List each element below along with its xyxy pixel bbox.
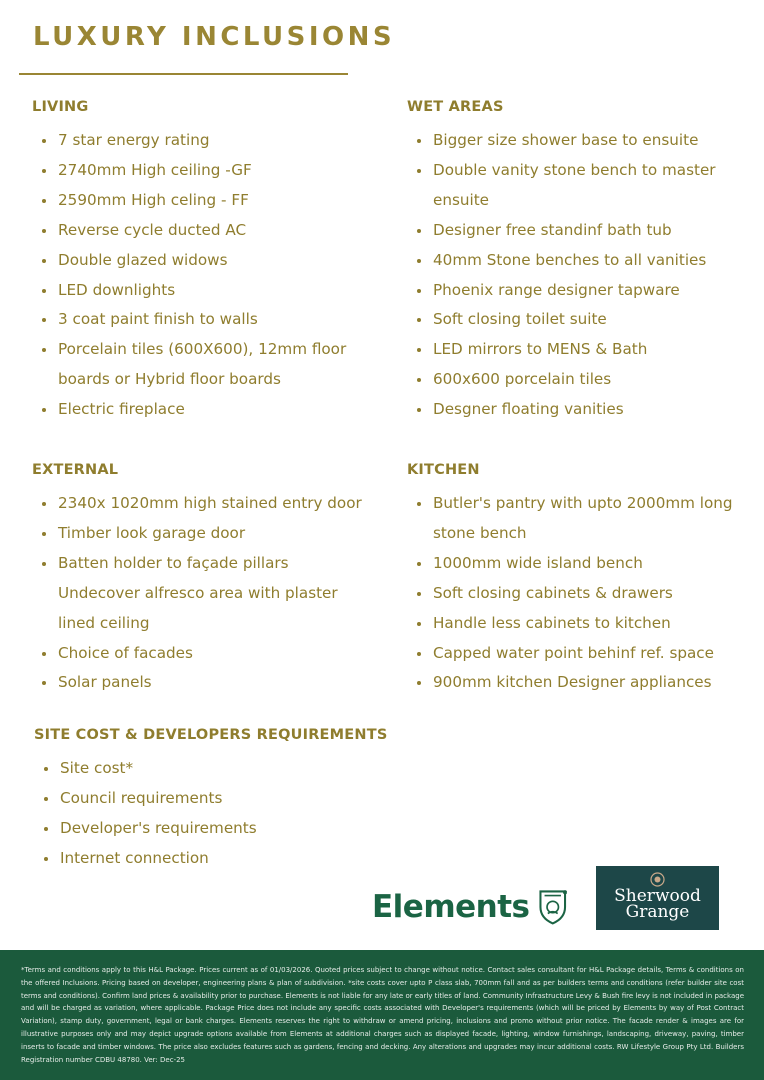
page-title: LUXURY INCLUSIONS — [33, 22, 396, 52]
list-item: Solar panels — [32, 668, 377, 698]
title-divider — [19, 73, 348, 75]
footer-disclaimer: *Terms and conditions apply to this H&L Package. Prices current as of 01/03/2026. Quoted prices subject to change without notice. Contact sales consultant for H&L Package details, Terms & conditions on the offered Inclusions. Pricing based on developer, engineering plans & plan of subdivision. *site costs cover upto P class slab, 700mm fall and as per builders terms and conditions (refer builder site cost terms and conditions). Confirm land prices & availability prior to purchase. Elements is not liable for any late or early titles of land. Community Infrastructure Levy & Bush fire levy is not included in package and will be charged as variation, where applicable. Package Price does not include any specific costs associated with Developer's requirements (which will be priced by Elements by way of Post Contract Variation), stamp duty, government, legal or bank charges. Elements reserves the right to withdraw or amend pricing, inclusions and promo without prior notice. The facade render & images are for illustrative purposes only and may depict upgrade options available from Elements at additional charges such as displayed facade, lighting, window furnishings, landscaping, driveway, paving, timber inserts to facade and timber windows. The price also excludes features such as gardens, fencing and decking. Any alterations and upgrades may incur additional costs. RW Lifestyle Group Pty Ltd. Builders Registration number CDBU 48780. Ver: Dec-25 — [21, 966, 744, 1064]
list-item: Capped water point behinf ref. space — [407, 639, 747, 669]
list-item: Porcelain tiles (600X600), 12mm floor boards or Hybrid floor boards — [32, 335, 372, 395]
section-kitchen — [407, 459, 747, 698]
list-item: Reverse cycle ducted AC — [32, 216, 372, 246]
list-item: 7 star energy rating — [32, 126, 372, 156]
list-item: 2340x 1020mm high stained entry door — [32, 489, 377, 519]
list-item: LED mirrors to MENS & Bath — [407, 335, 747, 365]
list-item: Council requirements — [34, 784, 394, 814]
sherwood-wordmark-line1: Sherwood — [614, 886, 701, 906]
list-item: Desgner floating vanities — [407, 395, 747, 425]
list-item: Choice of facades — [32, 639, 377, 669]
list-item: Designer free standinf bath tub — [407, 216, 747, 246]
list-item: Soft closing cabinets & drawers — [407, 579, 747, 609]
section-living — [32, 96, 372, 425]
list-item: LED downlights — [32, 276, 372, 306]
list-item: Butler's pantry with upto 2000mm long stone bench — [407, 489, 747, 549]
list-item: Undecover alfresco area with plaster lined ceiling — [58, 583, 338, 632]
list-item: Double glazed widows — [32, 246, 372, 276]
section-heading-site-cost: SITE COST & DEVELOPERS REQUIREMENTS — [34, 727, 388, 743]
site-cost-list — [34, 754, 394, 874]
sherwood-wordmark-line2: Grange — [625, 902, 690, 922]
list-item: 2740mm High ceiling -GF — [32, 156, 372, 186]
section-heading-external: EXTERNAL — [32, 462, 119, 478]
section-heading-wet-areas: WET AREAS — [407, 99, 504, 115]
list-item: Bigger size shower base to ensuite — [407, 126, 747, 156]
list-item: Phoenix range designer tapware — [407, 276, 747, 306]
section-external — [32, 459, 377, 698]
section-wet-areas — [407, 96, 747, 425]
list-item: 2590mm High celing - FF — [32, 186, 372, 216]
footer — [0, 950, 764, 1080]
list-item: Electric fireplace — [32, 395, 372, 425]
list-item: Site cost* — [34, 754, 394, 784]
sherwood-emblem-icon — [650, 872, 665, 887]
list-item: Internet connection — [34, 844, 394, 874]
elements-wordmark: Elements — [372, 889, 530, 925]
list-item: 3 coat paint finish to walls — [32, 305, 372, 335]
external-list — [32, 489, 377, 698]
section-heading-living: LIVING — [32, 99, 89, 115]
shield-crest-icon — [538, 885, 568, 929]
wet-areas-list — [407, 126, 747, 425]
list-item: 900mm kitchen Designer appliances — [407, 668, 747, 698]
list-item: 600x600 porcelain tiles — [407, 365, 747, 395]
kitchen-list — [407, 489, 747, 698]
section-site-cost — [34, 724, 394, 874]
list-item: Developer's requirements — [34, 814, 394, 844]
elements-logo — [372, 883, 567, 931]
list-item: Batten holder to façade pillars — [32, 549, 377, 579]
list-item: Double vanity stone bench to master ensuite — [407, 156, 747, 216]
living-list — [32, 126, 372, 425]
list-item: Soft closing toilet suite — [407, 305, 747, 335]
list-item: Timber look garage door — [32, 519, 377, 549]
section-heading-kitchen: KITCHEN — [407, 462, 480, 478]
list-item: 40mm Stone benches to all vanities — [407, 246, 747, 276]
sherwood-grange-logo — [596, 866, 719, 930]
list-item: 1000mm wide island bench — [407, 549, 747, 579]
list-item: Handle less cabinets to kitchen — [407, 609, 747, 639]
